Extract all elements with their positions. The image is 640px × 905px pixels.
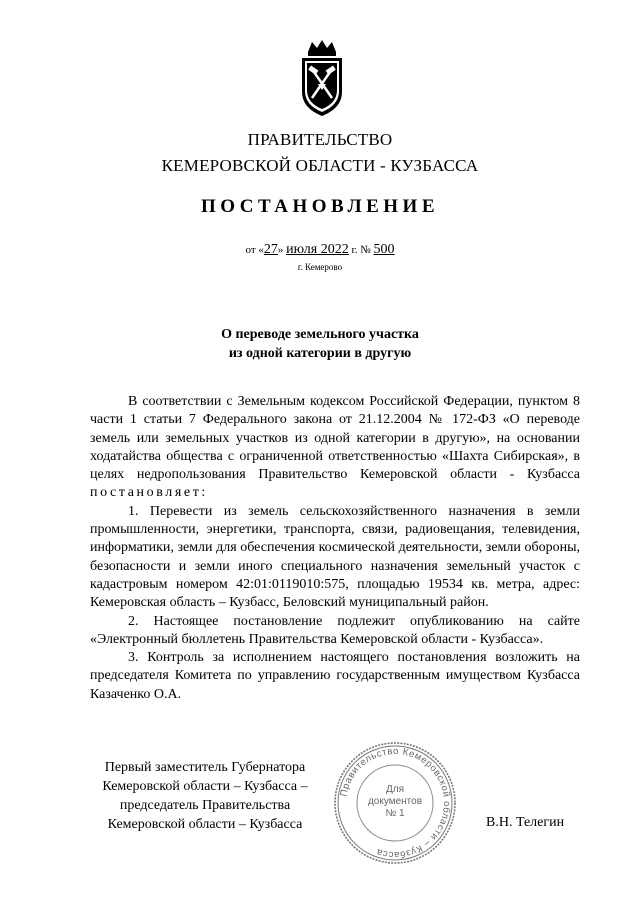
government-title-line2: КЕМЕРОВСКОЙ ОБЛАСТИ - КУЗБАССА	[161, 156, 479, 175]
item-3: 3. Контроль за исполнением настоящего постановления возложить на председателя Комитета по управлению государственным имуществом Кузбасса Казаченко О.А.	[90, 650, 580, 702]
signer-name: В.Н. Телегин	[486, 815, 565, 830]
number-label: №	[360, 244, 371, 256]
stamp-center-line3: № 1	[385, 808, 405, 819]
date-day: 27	[263, 242, 278, 257]
document-type: ПОСТАНОВЛЕНИЕ	[200, 196, 440, 217]
subject-line1: О переводе земельного участка	[221, 327, 419, 342]
signer-title-line2: Кемеровской области – Кузбасса –	[102, 779, 308, 794]
document-subject	[0, 325, 640, 363]
date-month-year: июля 2022	[286, 242, 349, 257]
date-number-line	[0, 242, 640, 258]
city: г. Кемерово	[297, 262, 343, 272]
item-1: 1. Перевести из земель сельскохозяйственного назначения в земли промышленности, энергетики, транспорта, связи, радиовещания, телевидения, информатики, земли для обеспечения космической деятельности, земли обороны, безопасности и земли иного специального назначения земельный участок с кадастровым номером 42:01:0119010:575, площадью 19534 кв. метра, адрес: Кемеровская область – Кузбасс, Беловский муниципальный район.	[90, 503, 580, 611]
official-stamp	[332, 740, 458, 866]
decree-word: постановляет:	[90, 485, 208, 501]
signer-title-line1: Первый заместитель Губернатора	[104, 760, 306, 775]
coat-of-arms-icon	[296, 38, 348, 120]
intro-text: В соответствии с Земельным кодексом Российской Федерации, пунктом 8 части 1 статьи 7 Федерального закона от 21.12.2004 № 172-ФЗ «О переводе земель или земельных участков из одной категории в другую», на основании ходатайства общества с ограниченной ответственностью «Шахта Сибирская», в целях недропользования Правительство Кемеровской области - Кузбасса	[90, 394, 580, 483]
stamp-center-line1: Для	[385, 784, 405, 795]
item-2: 2. Настоящее постановление подлежит опубликованию на сайте «Электронный бюллетень Правительства Кемеровской области - Кузбасса».	[90, 613, 580, 647]
stamp-center-line2: документов	[367, 796, 423, 807]
date-mid: »	[277, 244, 284, 256]
stamp-ring-text: Правительство Кемеровской области – Кузбасса	[338, 745, 453, 861]
signer-title	[80, 758, 330, 834]
signer-title-line3: председатель Правительства	[119, 798, 291, 813]
document-body	[90, 393, 580, 704]
subject-line2: из одной категории в другую	[228, 346, 412, 361]
document-number: 500	[373, 242, 395, 257]
signer-title-line4: Кемеровской области – Кузбасса	[107, 817, 303, 832]
intro-paragraph	[90, 393, 580, 503]
government-title-line1: ПРАВИТЕЛЬСТВО	[247, 130, 393, 149]
date-prefix: от «	[245, 244, 264, 256]
date-suffix: г.	[351, 244, 358, 256]
